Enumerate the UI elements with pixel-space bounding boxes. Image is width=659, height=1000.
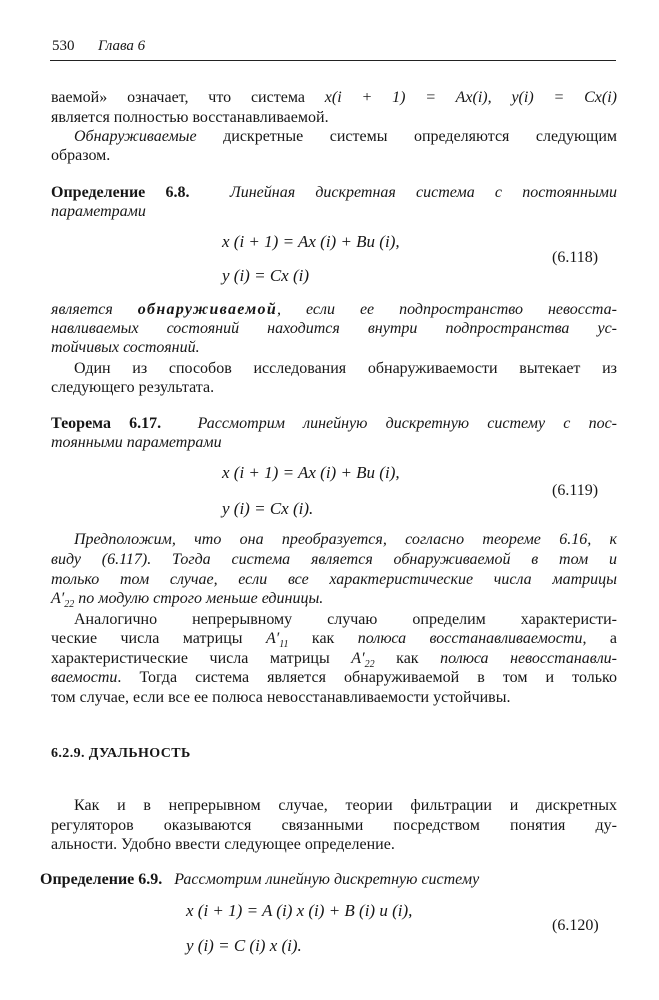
p3-line-2: следующего результата. [51,379,215,396]
def68-term: обнаруживаемой [137,301,278,318]
p4-text-d: характеристические числа матрицы [51,650,352,667]
thm617-text: Рассмотрим линейную дискретную систему с пос- [197,415,617,432]
p2-text: дискретные системы определяются следующим [196,128,617,145]
eq-6-119-a: x (i + 1) = Ax (i) + Bu (i), [222,463,400,482]
p1-line-1 [51,88,617,107]
p4-text-c: , а [582,630,617,647]
p3-line-1: Один из способов исследования обнаруживаемости вытекает из [74,360,617,377]
eq-6-118-a: x (i + 1) = Ax (i) + Bu (i), [222,232,400,251]
p4-text-f: . Тогда система является обнаруживаемой в том и только [117,669,617,686]
eq-6-120-a: x (i + 1) = A (i) x (i) + B (i) u (i), [186,901,413,920]
p4-line-5: том случае, если все ее полюса невосстанавливаемости устойчивы. [51,689,511,706]
p4-text-b: как [288,630,358,647]
def68-line-2: параметрами [51,203,146,220]
eq-6-120-b: y (i) = C (i) x (i). [186,936,302,955]
def68-text-b: , если ее подпространство невосста- [277,301,618,318]
p1-formula: x(i + 1) = Ax(i), y(i) = Cx(i) [324,89,618,106]
p4-line-1: Аналогично непрерывному случаю определим характеристи- [74,611,617,628]
p4-term-observable-poles: полюса восстанавливаемости [357,630,583,647]
p5-line-1: Как и в непрерывном случае, теории фильтрации и дискретных [74,797,617,814]
def68-line-1 [51,183,617,202]
p4-line-4 [51,668,617,687]
matrix-a11-symbol: A′ [265,630,280,647]
matrix-a22-subscript: 22 [64,599,75,611]
p2-term: Обнаруживаемые [74,128,197,145]
eq-6-119-b: y (i) = Cx (i). [222,499,314,518]
def69-label: Определение 6.9. [40,871,163,888]
page-number: 530 [52,38,75,54]
chapter-title: Глава 6 [98,38,146,54]
p1-line-2: является полностью восстанавливаемой. [51,109,329,126]
matrix-a22-symbol: A′ [51,590,65,607]
matrix-a11-subscript: 11 [279,639,289,651]
eq-number-6-120: (6.120) [552,917,599,934]
header-rule [50,60,616,61]
section-heading: 6.2.9. ДУАЛЬНОСТЬ [51,746,191,761]
thm617-line-5: только том случае, если все характеристические числа матрицы [51,571,617,588]
def68-line-3 [51,300,617,319]
def69-line-1 [40,870,479,889]
p2-line-2: образом. [51,147,111,164]
eq-number-6-118: (6.118) [552,249,599,266]
def68-label: Определение 6.8. [51,184,190,201]
def68-text: Линейная дискретная система с постоянными [229,184,618,201]
thm617-label: Теорема 6.17. [51,415,162,432]
eq-number-6-119: (6.119) [552,482,599,499]
thm617-line-3: Предположим, что она преобразуется, согласно теореме 6.16, к [74,531,617,548]
thm617-line-1 [51,414,617,433]
p5-line-3: альности. Удобно ввести следующее определение. [51,836,395,853]
matrix-a22-subscript-2: 22 [364,659,375,671]
def69-text: Рассмотрим линейную дискретную систему [174,871,480,888]
def68-line-5: тойчивых состояний. [51,339,200,356]
p1-text: ваемой» означает, что система [51,89,325,106]
p4-text-e: как [374,650,441,667]
p4-term-continued: ваемости [51,669,118,686]
p4-term-unobservable-poles: полюса невосстанавли- [440,650,618,667]
p5-line-2: регуляторов оказываются связанными посредством понятия ду- [51,817,617,834]
def68-line-4: навливаемых состояний находится внутри подпространства ус- [51,320,617,337]
matrix-a22-symbol-2: A′ [351,650,365,667]
def68-text-a: является [51,301,138,318]
p4-text-a: ческие числа матрицы [51,630,266,647]
thm617-line-2: тоянными параметрами [51,434,222,451]
thm617-line-4: виду (6.117). Тогда система является обнаруживаемой в том и [51,551,617,568]
thm617-text-end: по модулю строго меньше единицы. [74,590,324,607]
p2-line-1 [74,127,617,146]
eq-6-118-b: y (i) = Cx (i) [222,266,309,285]
